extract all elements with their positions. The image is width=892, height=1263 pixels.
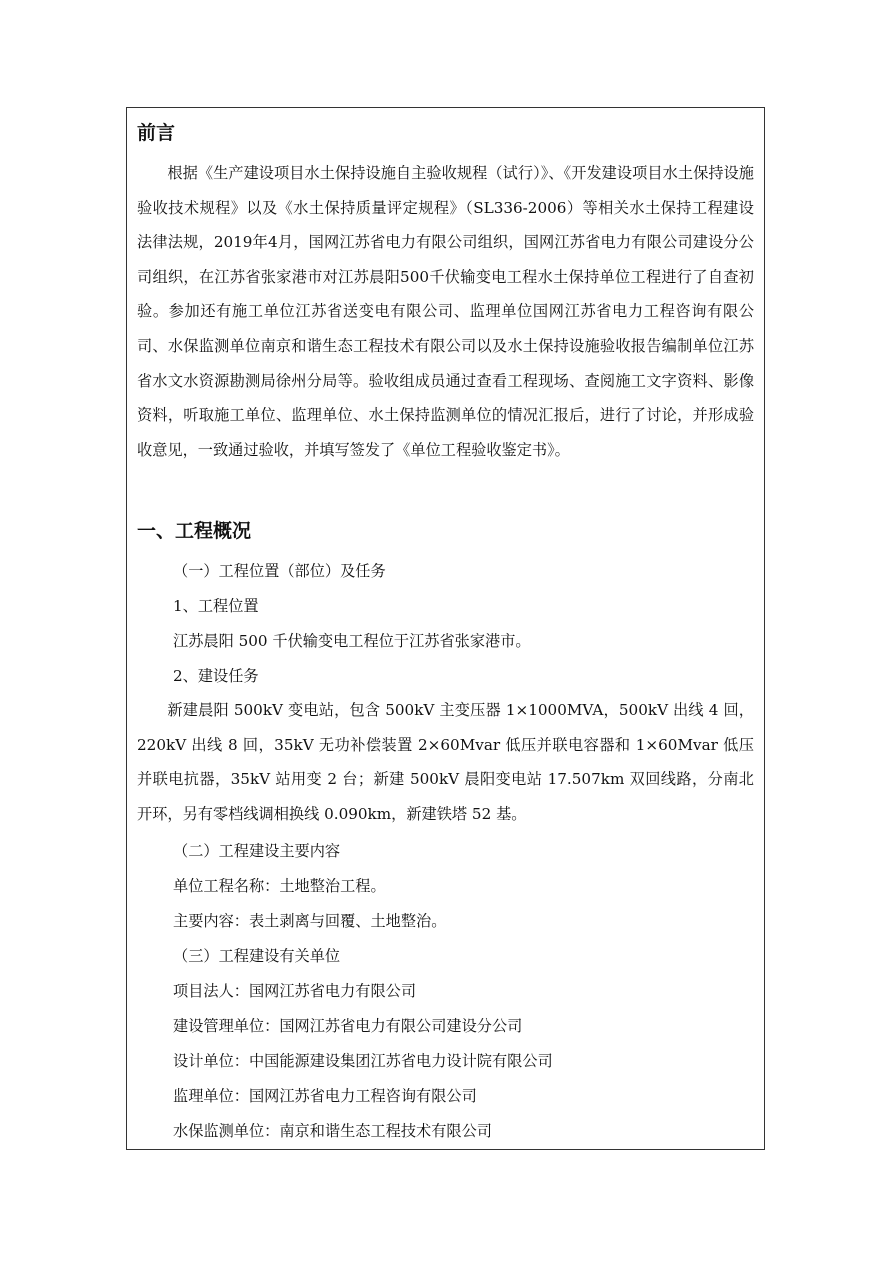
item-task-title: 2、建设任务: [173, 667, 259, 685]
main-content-text: 主要内容：表土剥离与回覆、土地整治。: [173, 912, 447, 930]
subsection-location-task: （一）工程位置（部位）及任务: [173, 562, 386, 580]
construction-management-unit: 建设管理单位：国网江苏省电力有限公司建设分公司: [173, 1017, 523, 1035]
item-task-text: 新建晨阳 500kV 变电站，包含 500kV 主变压器 1×1000MVA，500kV 出线 4 回，220kV 出线 8 回，35kV 无功补偿装置 2×60Mvar 低压并联电容器和 1×60Mvar 低压并联电抗器，35kV 站用变 2 台；新建 500kV 晨阳变电站 17.507km 双回线路，分南北开环，另有零档线调相换线 0.090km，新建铁塔 52 基。: [137, 701, 754, 823]
preface-body: 根据《生产建设项目水土保持设施自主验收规程（试行）》、《开发建设项目水土保持设施验收技术规程》以及《水土保持质量评定规程》（SL336-2006）等相关水土保持工程建设法律法规，2019年4月，国网江苏省电力有限公司组织，国网江苏省电力有限公司建设分公司组织，在江苏省张家港市对江苏晨阳500千伏输变电工程水土保持单位工程进行了自查初验。参加还有施工单位江苏省送变电有限公司、监理单位国网江苏省电力工程咨询有限公司、水保监测单位南京和谐生态工程技术有限公司以及水土保持设施验收报告编制单位江苏省水文水资源勘测局徐州分局等。验收组成员通过查看工程现场、查阅施工文字资料、影像资料，听取施工单位、监理单位、水土保持监测单位的情况汇报后，进行了讨论，并形成验收意见，一致通过验收，并填写签发了《单位工程验收鉴定书》。: [137, 164, 754, 459]
project-legal-person: 项目法人：国网江苏省电力有限公司: [173, 982, 416, 1000]
document-frame: [126, 107, 765, 1150]
subsection-related-units: （三）工程建设有关单位: [173, 947, 341, 965]
section1-title: 一、工程概况: [137, 520, 252, 542]
item-location-text: 江苏晨阳 500 千伏输变电工程位于江苏省张家港市。: [173, 632, 531, 650]
subsection-main-content: （二）工程建设主要内容: [173, 842, 341, 860]
item-location-title: 1、工程位置: [173, 597, 259, 615]
design-unit: 设计单位：中国能源建设集团江苏省电力设计院有限公司: [173, 1052, 553, 1070]
unit-project-name: 单位工程名称：土地整治工程。: [173, 877, 386, 895]
supervision-unit: 监理单位：国网江苏省电力工程咨询有限公司: [173, 1087, 477, 1105]
preface-title: 前言: [137, 122, 176, 144]
monitoring-unit: 水保监测单位：南京和谐生态工程技术有限公司: [173, 1122, 492, 1140]
